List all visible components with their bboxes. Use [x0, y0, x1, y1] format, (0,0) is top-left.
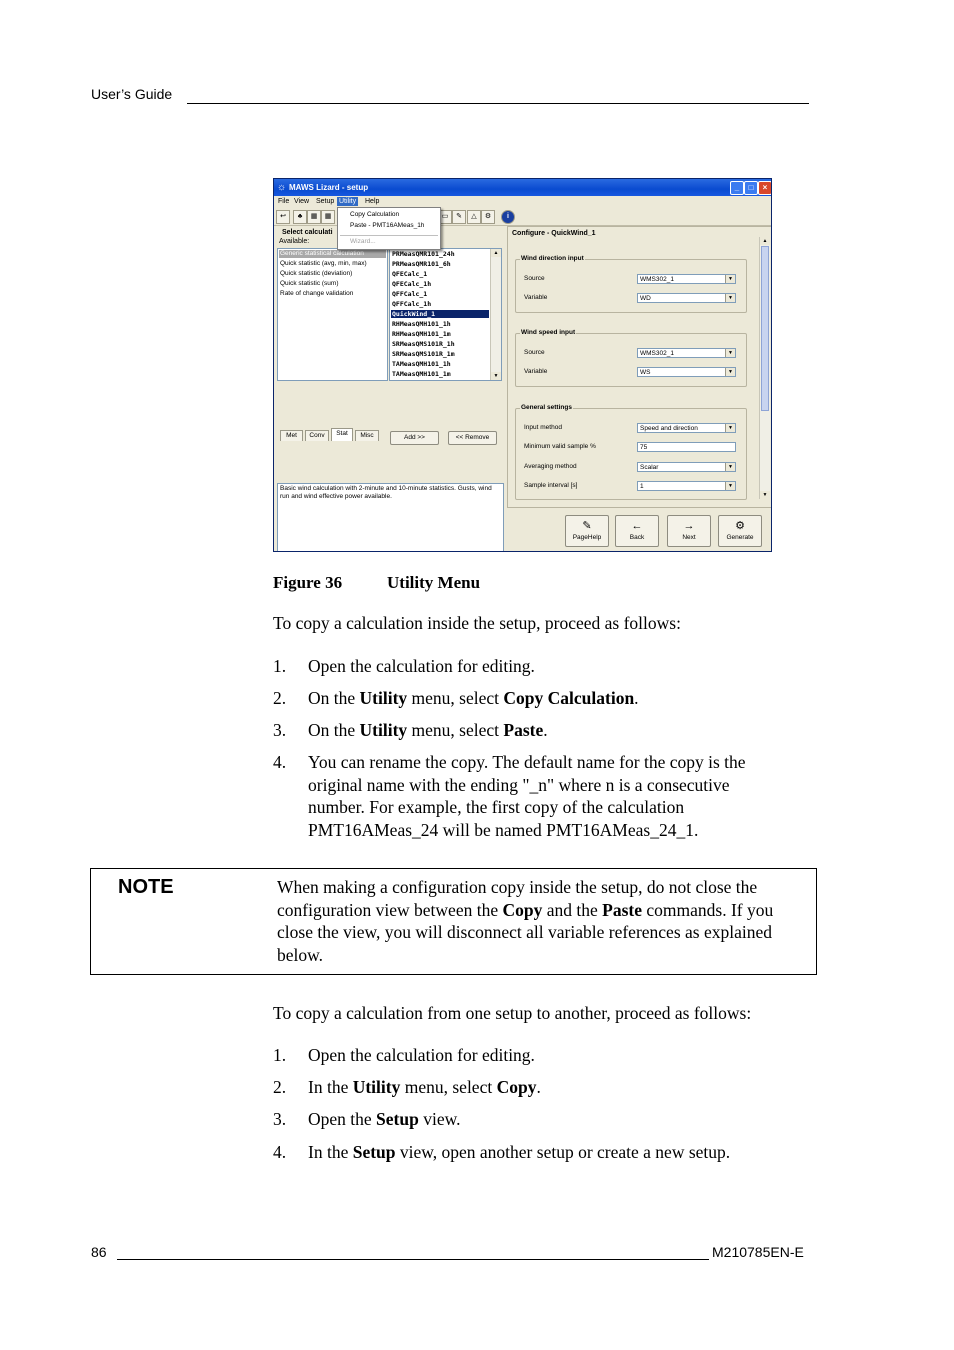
wind-direction-group: [515, 255, 747, 313]
step-text: [308, 1108, 808, 1131]
select-value: Speed and direction: [640, 425, 698, 432]
list-item[interactable]: PRMeasQMR101_6h: [392, 260, 451, 268]
step-number: 3.: [273, 720, 287, 740]
input-method-select[interactable]: [637, 423, 736, 433]
gears-icon: ⚙: [735, 520, 745, 532]
open-icon[interactable]: ↩: [276, 210, 290, 224]
next-label: Next: [682, 534, 696, 541]
left-panel: [276, 226, 505, 548]
text-run: In the: [308, 1077, 353, 1097]
select-calculation-label: Select calculati: [282, 229, 333, 236]
list-item[interactable]: QuickWind_1: [391, 310, 489, 318]
configure-scrollbar[interactable]: [759, 237, 770, 499]
bold-term: Setup: [352, 1142, 396, 1162]
wd-source-select[interactable]: [637, 274, 736, 284]
select-value: WD: [640, 295, 651, 302]
bold-term: Utility: [359, 720, 408, 740]
select-value: WMS302_1: [640, 350, 674, 357]
text-line: number. For example, the first copy of the calculation: [308, 797, 685, 817]
step-number: 3.: [273, 1109, 287, 1129]
note-body: [277, 876, 817, 966]
select-value: 1: [640, 483, 644, 490]
list-item[interactable]: PRMeasQMR101_24h: [392, 250, 455, 258]
bold-term: Copy Calculation: [503, 688, 635, 708]
text-run: On the: [308, 720, 360, 740]
menu-bar: [274, 196, 771, 207]
select-value: WS: [640, 369, 651, 376]
calculation-description: Basic wind calculation with 2-minute and 10-minute statistics. Gusts, wind run and wind effective power available.: [277, 483, 504, 552]
text-line: You can rename the copy. The default name for the copy is the: [308, 752, 746, 772]
text-run: configuration view between the: [277, 899, 503, 920]
wind-speed-legend: Wind speed input: [521, 329, 576, 336]
list-item[interactable]: SRMeasQMS101R_1m: [392, 350, 455, 358]
list-item[interactable]: Quick statistic (sum): [280, 280, 339, 287]
averaging-method-select[interactable]: [637, 462, 736, 472]
wand-icon[interactable]: ✎: [452, 210, 466, 224]
maximize-icon[interactable]: □: [744, 181, 758, 195]
step-text: Open the calculation for editing.: [308, 1045, 535, 1065]
text-run: In the: [308, 1142, 353, 1162]
list-item[interactable]: RHMeasQMH101_1m: [392, 330, 451, 338]
available-list[interactable]: [277, 248, 388, 381]
tree-icon[interactable]: ♣: [293, 210, 307, 224]
chevron-down-icon[interactable]: ▼: [725, 424, 735, 432]
intro-paragraph-1: To copy a calculation inside the setup, proceed as follows:: [273, 613, 681, 633]
text-run: On the: [308, 688, 360, 708]
window-title: MAWS Lizard - setup: [289, 183, 369, 192]
list-item[interactable]: Generic statistical calculation: [279, 250, 386, 258]
list-item[interactable]: RHMeasQMH101_1h: [392, 320, 451, 328]
header-rule: [187, 103, 809, 104]
info-icon[interactable]: i: [501, 210, 515, 224]
generate-button[interactable]: [718, 515, 762, 547]
source-label: Source: [524, 275, 545, 282]
step-number: 2.: [273, 1077, 287, 1097]
text-run: .: [634, 688, 639, 708]
minimize-icon[interactable]: _: [730, 181, 744, 195]
tab-conv[interactable]: Conv: [305, 430, 329, 441]
bell-icon[interactable]: △: [467, 210, 481, 224]
help-icon: ✎: [582, 520, 592, 532]
bold-term: Setup: [376, 1109, 419, 1129]
tab-stat[interactable]: Stat: [331, 428, 353, 441]
bold-term: Copy: [496, 1077, 537, 1097]
figure-caption: [273, 573, 481, 593]
list-item[interactable]: TAMeasQMH101_1m: [392, 370, 451, 378]
bold-term: Utility: [359, 688, 408, 708]
pagehelp-button[interactable]: [565, 515, 609, 547]
scroll-thumb[interactable]: [761, 246, 769, 411]
add-button[interactable]: Add >>: [390, 431, 439, 445]
text-run: Open the: [308, 1109, 377, 1129]
tab-met[interactable]: Met: [280, 430, 303, 441]
list-item[interactable]: QFECalc_1: [392, 270, 428, 278]
tab-misc[interactable]: Misc: [355, 430, 379, 441]
text-run: and the: [542, 899, 603, 920]
page-number: 86: [91, 1244, 107, 1260]
scroll-down-icon[interactable]: ▼: [760, 491, 770, 499]
utility-dropdown: [337, 207, 441, 250]
text-line: PMT16AMeas_24 will be named PMT16AMeas_24_1.: [308, 819, 699, 840]
text-run: view.: [418, 1109, 461, 1129]
bold-term: Paste: [503, 720, 544, 740]
text-run: view, open another setup or create a new setup.: [395, 1142, 731, 1162]
text-line: [277, 899, 817, 922]
sample-interval-select[interactable]: [637, 481, 736, 491]
step-number: 4.: [273, 752, 287, 772]
input-value: 75: [640, 444, 648, 451]
variable-label: Variable: [524, 294, 548, 301]
step-text: Open the calculation for editing.: [308, 656, 535, 676]
list-item[interactable]: Quick statistic (deviation): [280, 270, 353, 277]
configure-title: Configure - QuickWind_1: [512, 230, 596, 237]
chevron-down-icon[interactable]: ▼: [725, 349, 735, 357]
text-line: close the view, you will disconnect all variable references as explained: [277, 922, 772, 942]
menu-help[interactable]: Help: [365, 198, 380, 205]
list-item[interactable]: Quick statistic (avg, min, max): [280, 260, 367, 267]
scroll-down-icon[interactable]: ▼: [491, 372, 501, 380]
copy-calculation-item[interactable]: Copy Calculation: [350, 211, 400, 218]
list-item[interactable]: Rate of change validation: [280, 290, 354, 297]
page-icon[interactable]: ▭: [438, 210, 452, 224]
remove-button[interactable]: << Remove: [448, 431, 497, 445]
note-box: [90, 868, 817, 975]
text-run: menu, select: [407, 688, 504, 708]
device-icon[interactable]: ▦: [307, 210, 321, 224]
text-run: .: [536, 1077, 541, 1097]
step-text: [308, 687, 808, 710]
pagehelp-label: PageHelp: [572, 534, 602, 541]
step-text: [308, 1076, 808, 1099]
back-label: Back: [629, 534, 645, 541]
step-number: 2.: [273, 688, 287, 708]
select-value: Scalar: [640, 464, 659, 471]
menu-utility[interactable]: Utility: [339, 198, 357, 205]
note-label: NOTE: [118, 876, 174, 898]
menu-separator: [340, 235, 438, 236]
text-run: .: [543, 720, 548, 740]
menu-setup[interactable]: Setup: [316, 198, 335, 205]
scroll-up-icon[interactable]: ▲: [760, 237, 770, 245]
footer-rule: [117, 1259, 709, 1260]
wind-speed-group: [515, 329, 747, 387]
next-button[interactable]: [667, 515, 711, 547]
scroll-up-icon[interactable]: ▲: [491, 249, 501, 257]
paste-item[interactable]: Paste - PMT16AMeas_1h: [350, 222, 425, 229]
text-line: original name with the ending "_n" where n is a consecutive: [308, 774, 730, 795]
wind-direction-legend: Wind direction input: [521, 255, 584, 262]
chevron-down-icon[interactable]: ▼: [725, 275, 735, 283]
input-method-label: Input method: [524, 424, 562, 431]
figure-title: Utility Menu: [387, 573, 481, 592]
select-value: WMS302_1: [640, 276, 674, 283]
generate-label: Generate: [726, 534, 754, 541]
ws-variable-select[interactable]: [637, 367, 736, 377]
min-valid-label: Minimum valid sample %: [524, 443, 596, 450]
wd-variable-select[interactable]: [637, 293, 736, 303]
back-button[interactable]: [615, 515, 659, 547]
general-settings-legend: General settings: [521, 404, 572, 411]
chevron-down-icon[interactable]: ▼: [725, 368, 735, 376]
chevron-down-icon[interactable]: ▼: [725, 294, 735, 302]
arrow-right-icon: →: [683, 520, 695, 532]
chevron-down-icon[interactable]: ▼: [725, 463, 735, 471]
list-item[interactable]: QFFCalc_1: [392, 290, 428, 298]
figure-number: Figure 36: [273, 573, 343, 592]
app-window-screenshot: [273, 178, 772, 552]
source-label: Source: [524, 349, 545, 356]
close-icon[interactable]: ×: [758, 181, 772, 195]
step-number: 4.: [273, 1142, 287, 1162]
text-line: below.: [277, 944, 324, 965]
menu-view[interactable]: View: [294, 198, 310, 205]
bold-term: Paste: [602, 899, 642, 920]
list-item[interactable]: QFFCalc_1h: [392, 300, 432, 308]
title-bar: [274, 179, 771, 196]
step-text: [308, 1141, 808, 1164]
app-logo-icon: ☼: [277, 182, 287, 193]
step-text: [308, 751, 808, 841]
running-header: User’s Guide: [91, 86, 173, 102]
configure-panel: [507, 226, 772, 508]
list-item[interactable]: SRMeasQMS101R_1h: [392, 340, 455, 348]
menu-file[interactable]: File: [278, 198, 290, 205]
wizard-item: Wizard...: [350, 238, 376, 245]
ws-source-select[interactable]: [637, 348, 736, 358]
intro-paragraph-2: To copy a calculation from one setup to another, proceed as follows:: [273, 1003, 752, 1023]
step-number: 1.: [273, 656, 287, 676]
text-run: menu, select: [407, 720, 504, 740]
min-valid-input[interactable]: [637, 442, 736, 452]
bold-term: Copy: [502, 899, 543, 920]
text-run: menu, select: [400, 1077, 497, 1097]
arrow-left-icon: ←: [631, 520, 643, 532]
averaging-method-label: Averaging method: [524, 463, 577, 470]
list-item[interactable]: QFECalc_1h: [392, 280, 432, 288]
gear-icon[interactable]: ⚙: [481, 210, 495, 224]
device2-icon[interactable]: ▦: [321, 210, 335, 224]
general-settings-group: [515, 404, 747, 500]
step-text: [308, 719, 808, 742]
document-id: M210785EN-E: [712, 1244, 804, 1260]
text-run: commands. If you: [642, 899, 774, 920]
list-scrollbar[interactable]: [490, 249, 501, 380]
list-item[interactable]: TAMeasQMH101_1h: [392, 360, 451, 368]
variable-label: Variable: [524, 368, 548, 375]
text-line: When making a configuration copy inside the setup, do not close the: [277, 877, 758, 897]
calculations-list[interactable]: [389, 248, 502, 381]
sample-interval-label: Sample interval [s]: [524, 482, 578, 489]
step-number: 1.: [273, 1045, 287, 1065]
bold-term: Utility: [352, 1077, 401, 1097]
chevron-down-icon[interactable]: ▼: [725, 482, 735, 490]
available-label: Available:: [279, 238, 310, 245]
